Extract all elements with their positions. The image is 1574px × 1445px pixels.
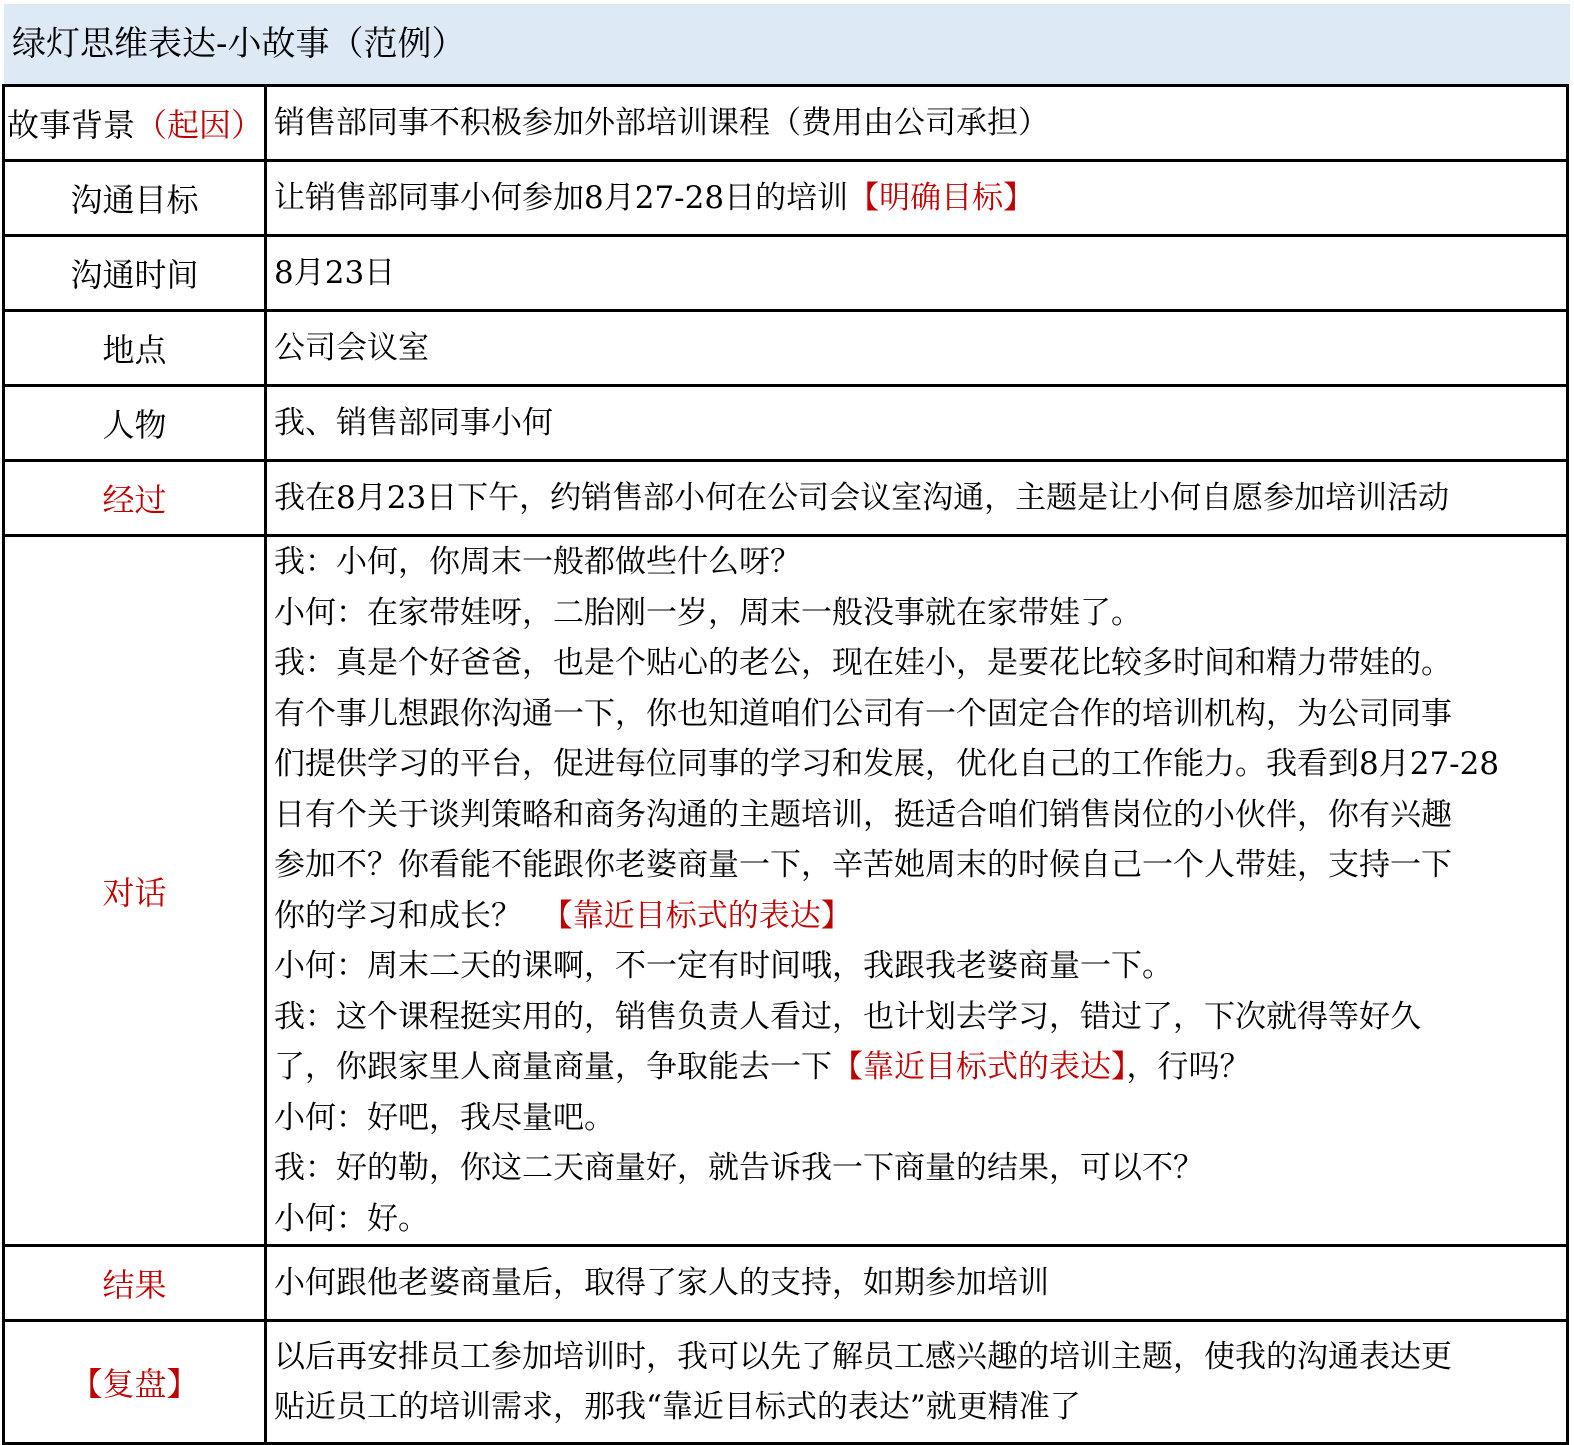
dialog-line: 小何：周末二天的课啊，不一定有时间哦，我跟我老婆商量一下。 xyxy=(274,948,1173,984)
table-row xyxy=(4,1246,1568,1321)
review-line: 贴近员工的培训需求，那我“靠近目标式的表达”就更精准了 xyxy=(274,1389,1081,1425)
dialog-line: 我：真是个好爸爸，也是个贴心的老公，现在娃小，是要花比较多时间和精力带娃的。 xyxy=(274,645,1452,681)
dialog-value xyxy=(266,536,1568,1246)
dialog-line: 小何：好吧，我尽量吧。 xyxy=(274,1099,615,1136)
dialog-label: 对话 xyxy=(4,536,266,1246)
result-value: 小何跟他老婆商量后，取得了家人的支持，如期参加培训 xyxy=(266,1246,1568,1321)
dialog-line: 有个事儿想跟你沟通一下，你也知道咱们公司有一个固定合作的培训机构，为公司同事 xyxy=(274,695,1452,732)
place-value: 公司会议室 xyxy=(266,311,1568,386)
highlight-tag: 【靠近目标式的表达】 xyxy=(832,1049,1127,1085)
time-value: 8月23日 xyxy=(266,236,1568,311)
result-label: 结果 xyxy=(4,1246,266,1321)
table-row xyxy=(4,236,1568,311)
dialog-line: 小何：在家带娃呀，二胎刚一岁，周末一般没事就在家带娃了。 xyxy=(274,594,1142,631)
background-label: 故事背景（起因） xyxy=(4,86,266,161)
goal-tag: 【明确目标】 xyxy=(848,180,1035,216)
process-label: 经过 xyxy=(4,461,266,536)
dialog-line: 们提供学习的平台，促进每位同事的学习和发展，优化自己的工作能力。我看到8月27-28 xyxy=(274,746,1500,782)
table-row xyxy=(4,86,1568,161)
table-row xyxy=(4,461,1568,536)
table-row xyxy=(4,311,1568,386)
goal-value: 让销售部同事小何参加8月27-28日的培训【明确目标】 xyxy=(266,161,1568,236)
review-label: 【复盘】 xyxy=(4,1321,266,1444)
review-value xyxy=(266,1321,1568,1444)
dialog-line: 你的学习和成长？ 【靠近目标式的表达】 xyxy=(274,897,852,934)
table-row xyxy=(4,161,1568,236)
highlight-tag: 【靠近目标式的表达】 xyxy=(541,897,852,934)
dialog-line: 小何：好。 xyxy=(274,1200,429,1237)
place-label: 地点 xyxy=(4,311,266,386)
dialog-line: 我：小何，你周末一般都做些什么呀？ xyxy=(274,544,801,580)
background-value: 销售部同事不积极参加外部培训课程（费用由公司承担） xyxy=(266,86,1568,161)
review-line: 以后再安排员工参加培训时，我可以先了解员工感兴趣的培训主题，使我的沟通表达更 xyxy=(274,1339,1452,1375)
table-row xyxy=(4,1321,1568,1444)
dialog-line: 参加不？你看能不能跟你老婆商量一下，辛苦她周末的时候自己一个人带娃，支持一下 xyxy=(274,847,1452,883)
table-row xyxy=(4,536,1568,1246)
dialog-line: 日有个关于谈判策略和商务沟通的主题培训，挺适合咱们销售岗位的小伙伴，你有兴趣 xyxy=(274,796,1452,833)
dialog-line: 我：这个课程挺实用的，销售负责人看过，也计划去学习，错过了，下次就得等好久 xyxy=(274,998,1421,1035)
table-row xyxy=(4,386,1568,461)
page-title: 绿灯思维表达-小故事（范例） xyxy=(12,24,466,64)
dialog-line: 我：好的勒，你这二天商量好，就告诉我一下商量的结果，可以不？ xyxy=(274,1150,1204,1186)
people-label: 人物 xyxy=(4,386,266,461)
story-table xyxy=(2,84,1569,1445)
goal-label: 沟通目标 xyxy=(4,161,266,236)
people-value: 我、销售部同事小何 xyxy=(266,386,1568,461)
time-label: 沟通时间 xyxy=(4,236,266,311)
process-value: 我在8月23日下午，约销售部小何在公司会议室沟通，主题是让小何自愿参加培训活动 xyxy=(266,461,1568,536)
sheet-header xyxy=(4,4,1570,84)
dialog-line: 了，你跟家里人商量商量，争取能去一下【靠近目标式的表达】，行吗？ xyxy=(274,1049,1251,1085)
